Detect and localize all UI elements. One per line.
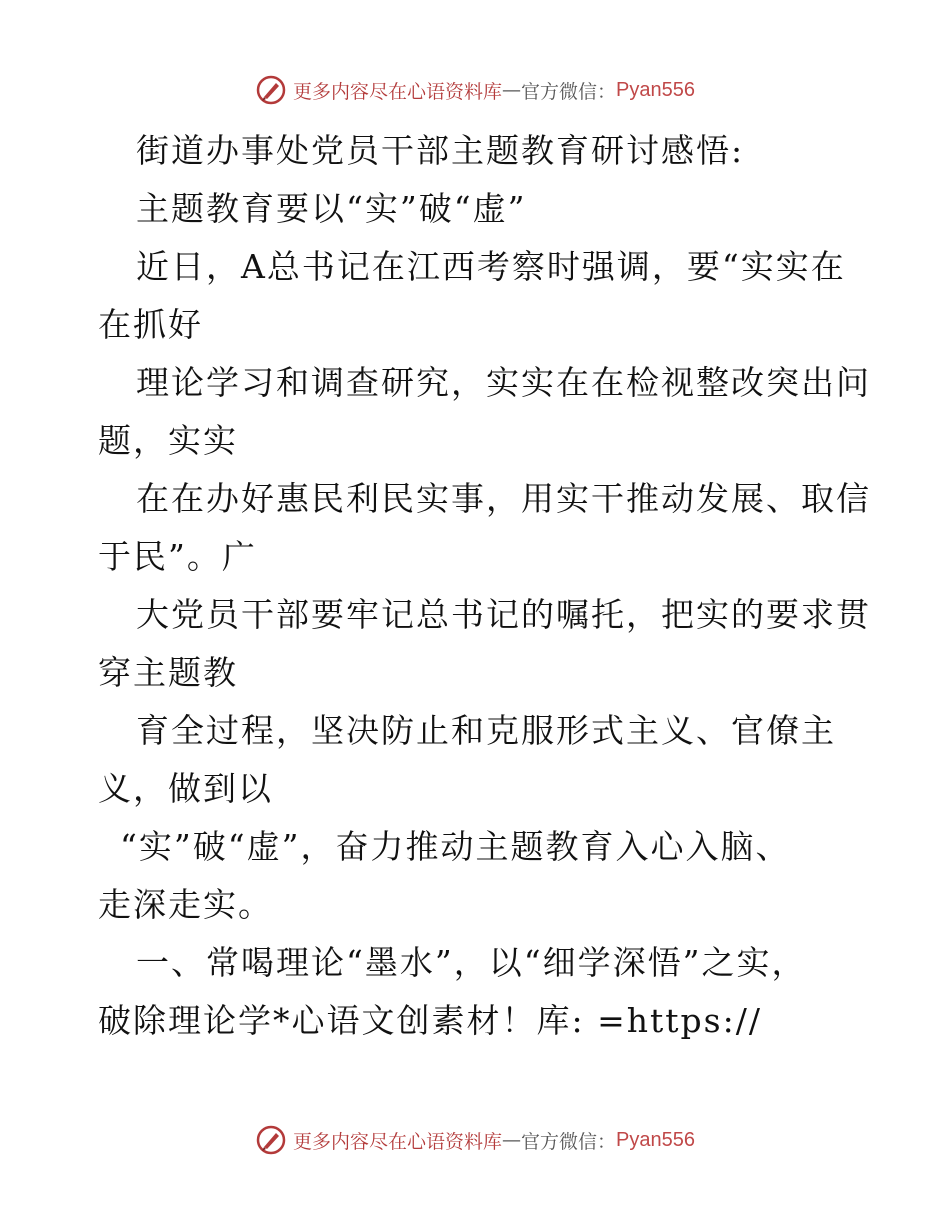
pen-logo-icon (255, 1124, 287, 1156)
banner-wechat-label: 官方微信： (521, 1130, 617, 1153)
paragraph-line: 走深走实。 (98, 885, 273, 924)
banner-wechat-id: Pyan556 (616, 1128, 695, 1151)
section-heading: 一、常喝理论“墨水”，以“细学深悟”之实， (136, 943, 807, 982)
document-body (98, 122, 871, 1050)
paragraph-line: 育全过程，坚决防止和克服形式主义、官僚主 (136, 711, 836, 750)
document-title: 街道办事处党员干部主题教育研讨感悟: (136, 131, 745, 170)
paragraph-line: 题，实实 (98, 421, 238, 460)
paragraph-line: 大党员干部要牢记总书记的嘱托，把实的要求贯 (136, 595, 871, 634)
paragraph-line: 破除理论学*心语文创素材！库: =https:// (98, 1001, 762, 1040)
paragraph-line: 穿主题教 (98, 653, 238, 692)
banner-wechat-id: Pyan556 (616, 78, 695, 101)
paragraph-line: 近日，A总书记在江西考察时强调，要“实实在 (136, 247, 846, 286)
document-subtitle: 主题教育要以“实”破“虚” (136, 189, 527, 228)
banner-library-text: 更多内容尽在心语资料库 (293, 1130, 503, 1153)
banner-library-text: 更多内容尽在心语资料库 (293, 80, 503, 103)
pen-logo-icon (255, 74, 287, 106)
paragraph-line: “实”破“虚”，奋力推动主题教育入心入脑、 (120, 827, 791, 866)
banner-dash: — (502, 1129, 522, 1151)
banner-wechat-label: 官方微信： (521, 80, 617, 103)
header-watermark-banner (0, 70, 950, 110)
paragraph-line: 于民”。广 (98, 537, 257, 576)
paragraph-line: 义，做到以 (98, 769, 273, 808)
paragraph-line: 在在办好惠民利民实事，用实干推动发展、取信 (136, 479, 871, 518)
paragraph-line: 理论学习和调查研究，实实在在检视整改突出问 (136, 363, 871, 402)
footer-watermark-banner (0, 1120, 950, 1160)
paragraph-line: 在抓好 (98, 305, 203, 344)
banner-dash: — (502, 79, 522, 101)
